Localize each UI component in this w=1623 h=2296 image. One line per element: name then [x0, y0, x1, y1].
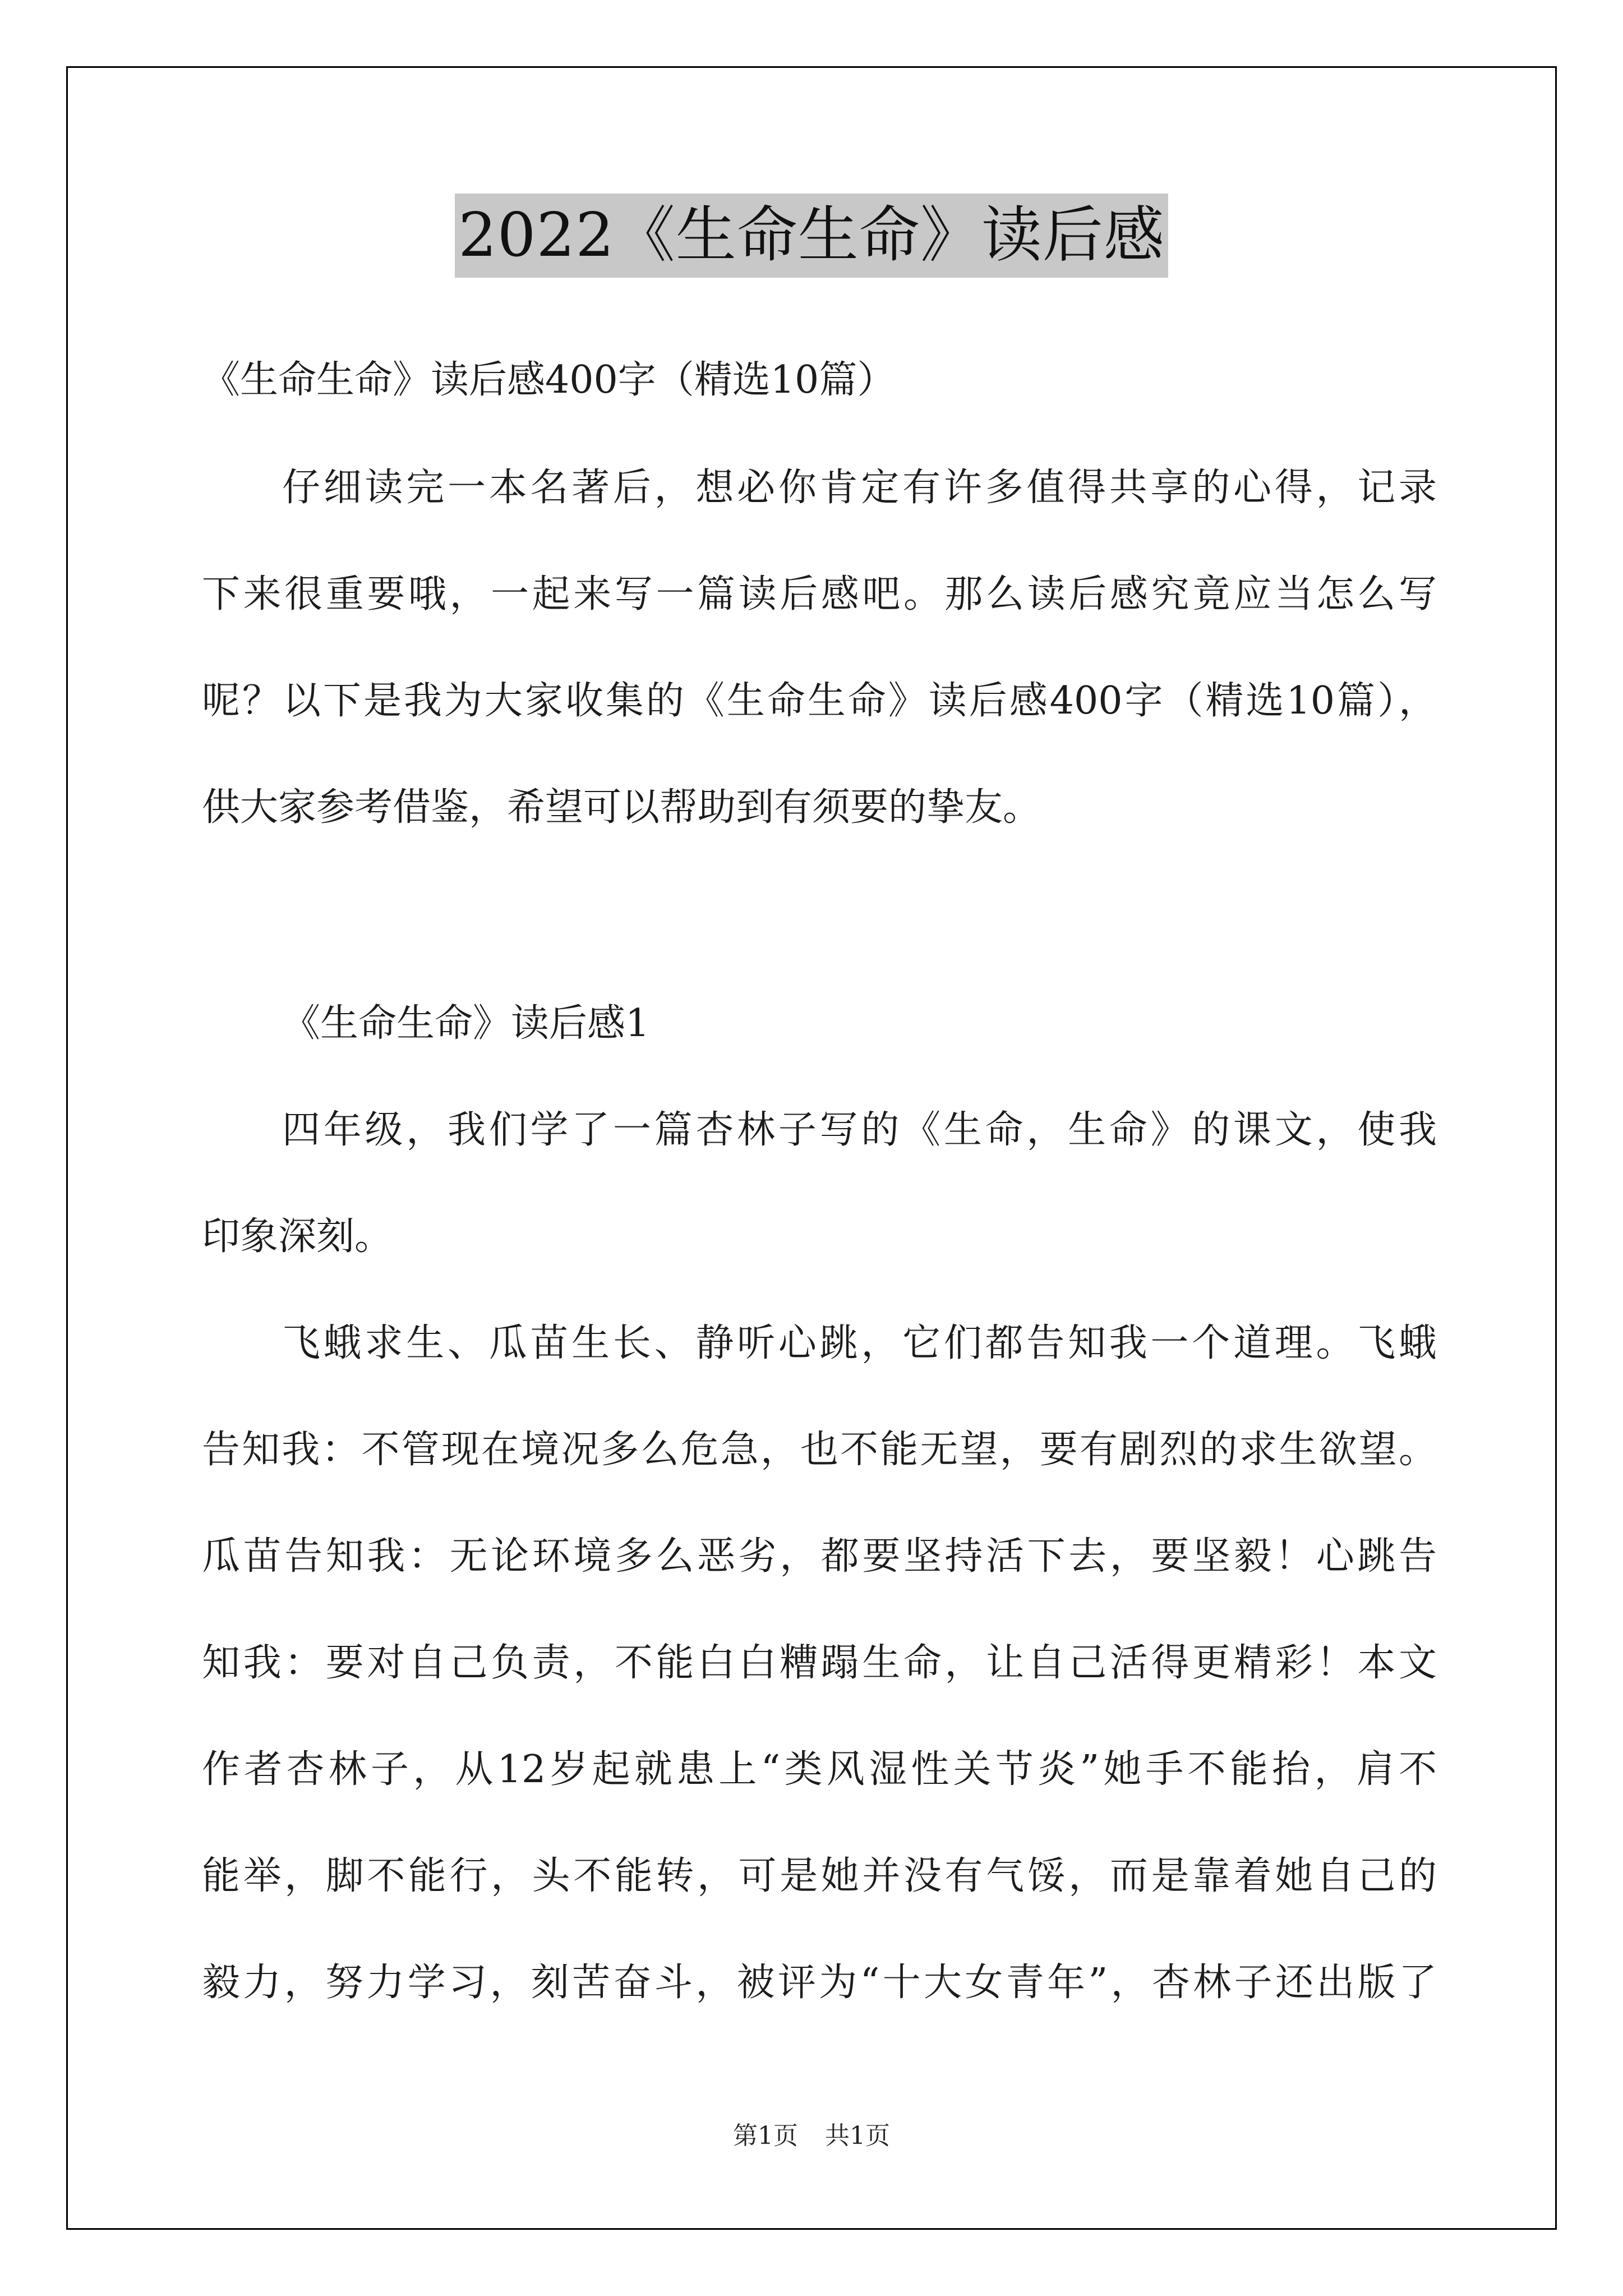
para1-line-2: 印象深刻。 — [202, 1214, 393, 1259]
page-number: 第1页 — [733, 2122, 798, 2150]
document-title: 2022《生命生命》读后感 — [455, 194, 1168, 278]
intro-line-3: 呢？以下是我为大家收集的《生命生命》读后感400字（精选10篇）， — [202, 679, 1437, 723]
para2-line-6: 能举，脚不能行，头不能转，可是她并没有气馁，而是靠着她自己的 — [202, 1854, 1437, 1898]
page-footer — [0, 2119, 1623, 2153]
intro-line-4: 供大家参考借鉴，希望可以帮助到有须要的挚友。 — [202, 785, 1041, 830]
para2-line-5: 作者杏林子，从12岁起就患上“类风湿性关节炎”她手不能抬，肩不 — [202, 1747, 1437, 1792]
para1-line-1: 四年级，我们学了一篇杏林子写的《生命，生命》的课文，使我 — [282, 1108, 1437, 1152]
para2-line-4: 知我：要对自己负责，不能白白糟蹋生命，让自己活得更精彩！本文 — [202, 1641, 1437, 1685]
para2-line-2: 告知我：不管现在境况多么危急，也不能无望，要有剧烈的求生欲望。 — [202, 1428, 1437, 1472]
section-heading: 《生命生命》读后感1 — [282, 1001, 650, 1046]
para2-line-7: 毅力，努力学习，刻苦奋斗，被评为“十大女青年”，杏林子还出版了 — [202, 1961, 1437, 2005]
document-subtitle: 《生命生命》读后感400字（精选10篇） — [202, 358, 896, 402]
para2-line-1: 飞蛾求生、瓜苗生长、静听心跳，它们都告知我一个道理。飞蛾 — [282, 1321, 1437, 1365]
intro-line-2: 下来很重要哦，一起来写一篇读后感吧。那么读后感究竟应当怎么写 — [202, 572, 1437, 616]
title-container — [0, 194, 1623, 278]
page-total: 共1页 — [825, 2122, 890, 2150]
para2-line-3: 瓜苗告知我：无论环境多么恶劣，都要坚持活下去，要坚毅！心跳告 — [202, 1534, 1437, 1579]
intro-line-1: 仔细读完一本名著后，想必你肯定有许多值得共享的心得，记录 — [282, 466, 1437, 510]
